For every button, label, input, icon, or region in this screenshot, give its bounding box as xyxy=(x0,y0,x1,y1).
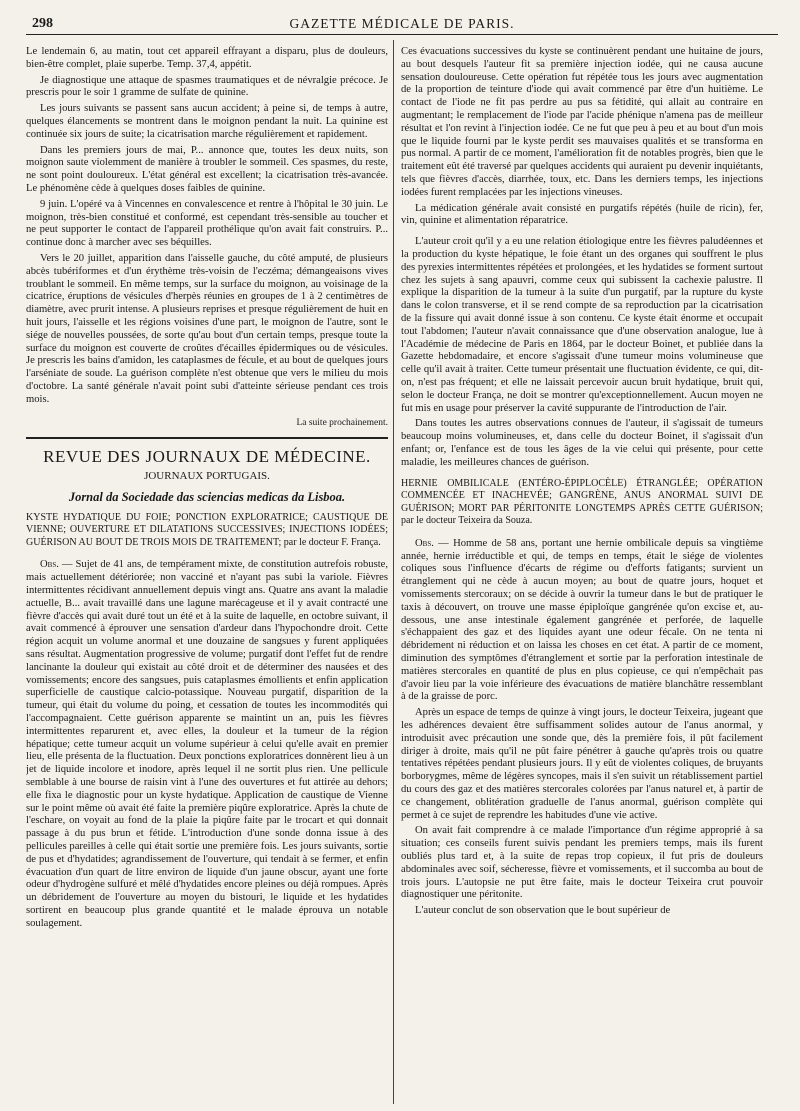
left-column xyxy=(26,46,388,1104)
paragraph: Le lendemain 6, au matin, tout cet appareil effrayant a disparu, plus de douleurs, bien-être complet, plaie superbe. Temp. 37,4, appétit. xyxy=(26,46,388,70)
paragraph: Dans toutes les autres observations connues de l'auteur, il s'agissait de tumeurs beaucoup moins volumineuses, et, dans celle du docteur Boinet, il s'agissait d'un enfant; or, l'enfance est de tous les âges de la vie celui qui présente, pour cette maladie, les meilleures chances de guérison. xyxy=(401,418,763,468)
obs-text: — Homme de 58 ans, portant une hernie ombilicale depuis sa vingtième année, hernie irréductible et qui, de temps en temps, était le siége de violentes coliques sous l'influence d'écarts de régime ou d'efforts fatigants; survient un étranglement qui ne cède à aucun moyen; au bout de quatre jours, hoquet et vomissements stercoraux; on se décide à ouvrir la tumeur dans le but de pratiquer le taxis à découvert, on trouve une masse épiploïque gangrénée qu'on excise et, au-dessous, une anse intestinale également gangrénée et perforée, de laquelle s'échappaient des gaz et des liquides ayant une odeur fécale. On ne tenta ni débridement ni réduction et on laissa les choses en cet état. A partir de ce moment, diminution des symptômes d'étranglement et sortie par la perforation intestinale de matières stercorales en quantité de plus en plus copieuse, ce qui n'empêchait pas d'avoir lieu par la voie inférieure des évacuations de matière blanchâtre ressemblant à de la graisse de porc. xyxy=(401,537,763,703)
section-rule xyxy=(26,437,388,439)
column-divider xyxy=(393,40,394,1104)
article-heading xyxy=(401,478,763,528)
paragraph: Les jours suivants se passent sans aucun accident; à peine si, de temps à autre, quelques élancements se montrent dans le moignon pendant la nuit. La quinine est continuée six jours de suite; la cicatrisation marche régulièrement et rapidement. xyxy=(26,103,388,140)
journal-name: Jornal da Sociedade das sciencias medicas da Lisboa. xyxy=(68,489,346,504)
paragraph: Vers le 20 juillet, apparition dans l'aisselle gauche, du côté amputé, de plusieurs abcès tubériformes et d'un érythème très-voisin de l'eczéma; démangeaisons vives troublant le sommeil. En même temps, sur la surface du moignon, au voisinage de la cicatrice, éruptions de vésicules d'herpès réunies en groupes de 1 à 2 centimètres de diamètre, avec prurit intense. A plusieurs reprises et presque régulièrement de huit en huit jours, l'aisselle et les régions voisines d'une part, le moignon de l'autre, sont le siége de nouvelles poussées, de sorte qu'au bout d'un certain temps, presque toute la surface du moignon est couverte de croûtes d'écailles épidermiques ou de vésicules. Je prescris les bains d'amidon, les cataplasmes de fécule, et au bout de quelques jours l'arséniate de soude. La guérison complète n'est obtenue que vers le milieu du mois d'octobre. La santé générale n'avait point subi d'atteinte sérieuse pendant ces trois mois. xyxy=(26,252,388,405)
obs-text: — Sujet de 41 ans, de tempérament mixte, de constitution autrefois robuste, mais actuellement détériorée; non vacciné et n'ayant pas subi la variole. Fièvres intermittentes récidivant annuellement depuis vingt ans. Quatre ans avant la maladie actuelle, B... avait travaillé dans une lagune marécageuse et il y avait contracté une fièvre d'accès qui avait duré tout un été et à la suite de laquelle, en octobre suivant, il avait commencé à éprouver une sensation d'ardeur dans l'hypochondre droit. Cette région acquit un volume anormal et une douzaine de sangsues y furent appliquées sans résultat. Augmentation progressive de volume; purgatif dont l'effet fut de rendre lancinante la douleur qui existait au côté droit et de déterminer des nausées et des vomissements; encore des sangsues, puis cataplasmes émollients et enfin application superficielle de caustique calcio-potassique. Nouveau purgatif, disparition de la tumeur, qui était du volume du poing, et cessation de toutes les incommodités qui l'accompagnaient. Cette guérison apparente se maintint un an, puis les fièvres intermittentes reparurent et, avec elles, la douleur et la tumeur de la région hépatique; cette tumeur acquit un volume supérieur à celui qu'elle avait en premier lieu, elle présenta de la fluctuation. Deux ponctions exploratrices donnèrent lieu à un jet de liquide incolore et inodore, après lequel il ne sortit plus rien. Une pellicule semblable à une bourse de raisin vint à l'une des ouvertures et fut attirée au dehors; elle fixa le diagnostic pour un kyste hydatique. Application de caustique de Vienne sur le point même où avait été faite la première piqûre exploratrice. Après la chute de l'eschare, on voyait au fond de la plaie la piqûre faite par le trocart et qui donnait passage à du pus brun et fétide. L'introduction d'une sonde donna issue à des pellicules pareilles à celle qui était sortie une première fois. Les jours suivants, sortie de pus et d'hydatides; agrandissement de l'ouverture, qui tendait à se fermer, et enfin évacuation d'un quart de litre environ de liquide d'un jaune obscur, ayant une forte odeur d'hydrogène sulfuré et mêlé d'hydatides encore pleines ou déjà rompues. Après un débridement de l'ouverture au moyen du bistouri, le liquide et les hydatides sortirent en beaucoup plus grande quantité et le malade éprouva un notable soulagement. xyxy=(26,559,388,929)
journal-title: GAZETTE MÉDICALE DE PARIS. xyxy=(289,16,515,31)
observation-paragraph xyxy=(26,559,388,930)
paragraph: 9 juin. L'opéré va à Vincennes en convalescence et rentre à l'hôpital le 30 juin. Le moignon, très-bien constitué et conformé, est cependant très-sensible au toucher et ne peut supporter le contact de l'appareil prothélique qu'on avait fait construirs. P... continue donc à marcher avec ses béquilles. xyxy=(26,198,388,249)
observation-paragraph xyxy=(401,538,763,704)
article-title: KYSTE HYDATIQUE DU FOIE; PONCTION EXPLORATRICE; CAUSTIQUE DE VIENNE; OUVERTURE ET DILATATIONS SUCCESSIVES; INJECTIONS IODÉES; GUÉRISON AU BOUT DE TROIS MOIS DE TRAITEMENT; xyxy=(26,511,388,548)
paragraph: Je diagnostique une attaque de spasmes traumatiques et de névralgie précoce. Je prescris pour le soir 1 gramme de sulfate de quinine. xyxy=(26,74,388,99)
page-number: 298 xyxy=(32,16,53,31)
page-header xyxy=(26,14,778,35)
right-column xyxy=(401,46,763,1104)
review-title: REVUE DES JOURNAUX DE MÉDECINE. xyxy=(43,447,371,467)
paragraph: Dans les premiers jours de mai, P... annonce que, toutes les deux nuits, son moignon saute violemment de manière à troubler le sommeil. Ces spasmes, du reste, ne sont point douloureux. L'état général est excellent; la cicatrisation très-avancée. Le phénomène cède à quelques doses faibles de quinine. xyxy=(26,144,388,194)
continuation-note: La suite prochainement. xyxy=(296,417,388,428)
paragraph: Ces évacuations successives du kyste se continuèrent pendant une huitaine de jours, au bout desquels l'auteur fit sa première injection iodée, qui ne causa aucune sensation douloureuse. Cette opération fut répétée tous les jours avec augmentation de la proportion de teinture d'iode qui avait commencé par être d'un huitième. Le contact de l'iode ne fit pas perdre au pus sa fétidité, qui allait au contraire en augmentant; le remplacement de l'iode par l'acide phénique n'amena pas de meilleur résultat et l'on revint à l'injection iodée. Ce ne fut que peu à peu et au bout d'un mois que le liquide fourni par le kyste perdit ses mauvaises qualités et se transforma en pus normal. A partir de ce moment, l'amélioration fit de notables progrès, bien que le traitement eût été traversé par quelques accidents qui auraient pu devenir inquiétants, tels que fièvres d'accès, diarrhée, toux, etc. Dans les derniers temps, les injections iodées furent remplacées par les injections vineuses. xyxy=(401,46,763,198)
paragraph: Après un espace de temps de quinze à vingt jours, le docteur Teixeira, jugeant que les adhérences devaient être suffisamment solides autour de l'anus anormal, y introduisit avec précaution une sonde que, dès la première fois, il pût facilement diriger à droite, mais qu'il ne pût faire pénétrer à gauche qu'après trois ou quatre tentatives répétées pendant plusieurs jours. Il y eût de violentes coliques, de bruyants borborygmes, même de légères syncopes, mais il s'en suivit un rétablissement partiel du cours des gaz et des matières stercorales colorées par l'anus naturel et, à partir de ce changement, oblitération graduelle de l'anus anormal, guérison complète qui permet à ce sujet de reprendre les habitudes d'une vie active. xyxy=(401,707,763,821)
obs-label: Obs. xyxy=(415,537,434,549)
paragraph: La médication générale avait consisté en purgatifs répétés (huile de ricin), fer, vin, quinine et alimentation réparatrice. xyxy=(401,202,763,227)
article-heading xyxy=(26,512,388,550)
article-author: par le docteur Teixeira da Souza. xyxy=(401,515,533,527)
paragraph: L'auteur croit qu'il y a eu une relation étiologique entre les fièvres paludéennes et la production du kyste hépatique, le foie étant un des organes qui souffrent le plus des pyrexies intermittentes répétées et prolongées, et les hydatides se forment surtout chez les sujets à sang apauvri, comme ceux qui subissent la cachexie palustre. Il explique la disparition de la tumeur à la suite d'un purgatif, par la rupture du kyste dans le colon transverse, et il se rend compte de sa reproduction par la cicatrisation de la fissure qui avait donné issue à son contenu. Ce kyste était énorme et occupait tout l'abdomen; l'auteur n'avait connaissance que d'une observation analogue, lue à l'Académie de médecine de Paris en 1864, par le docteur Boinet, et publiée dans la Gazette hebdomadaire, et encore s'agissait d'une tumeur moins volumineuse que celle qu'il avait à traiter. Cette tumeur présentait une fluctuation évidente, ce qui, dit-on, n'est pas fréquent; et elle ne laissait percevoir aucun bruit hydatique, bruit qui, selon le docteur França, ne doit se montrer qu'exceptionnellement. Aucun moyen ne fut mis en usage pour préserver la cavité suppurante de l'introduction de l'air. xyxy=(401,236,763,414)
paragraph: L'auteur conclut de son observation que le bout supérieur de xyxy=(415,905,671,917)
obs-label: Obs. xyxy=(40,559,59,571)
article-author: par le docteur F. França. xyxy=(283,536,381,548)
article-title: HERNIE OMBILICALE (ENTÉRO-ÉPIPLOCÈLE) ÉTRANGLÉE; OPÉRATION COMMENCÉE ET INACHEVÉE; GANGRÈNE, ANUS ANORMAL SUIVI DE GUÉRISON; MORT PAR PÉRITONITE LONGTEMPS APRÈS CETTE GUÉRISON; xyxy=(401,477,763,514)
paragraph: On avait fait comprendre à ce malade l'importance d'un régime approprié à sa situation; ces conseils furent suivis pendant les premiers temps, mais ils furent oubliés plus tard et, à la suite de repas trop copieux, il fut pris de douleurs abdominales avec soif, sécheresse, fièvre et vomissements, et il succomba au bout de trois jours. L'autopsie ne put être faite, mais le docteur Teixeira crut pouvoir diagnostiquer une péritonite. xyxy=(401,825,763,901)
review-subtitle: JOURNAUX PORTUGAIS. xyxy=(144,470,270,483)
